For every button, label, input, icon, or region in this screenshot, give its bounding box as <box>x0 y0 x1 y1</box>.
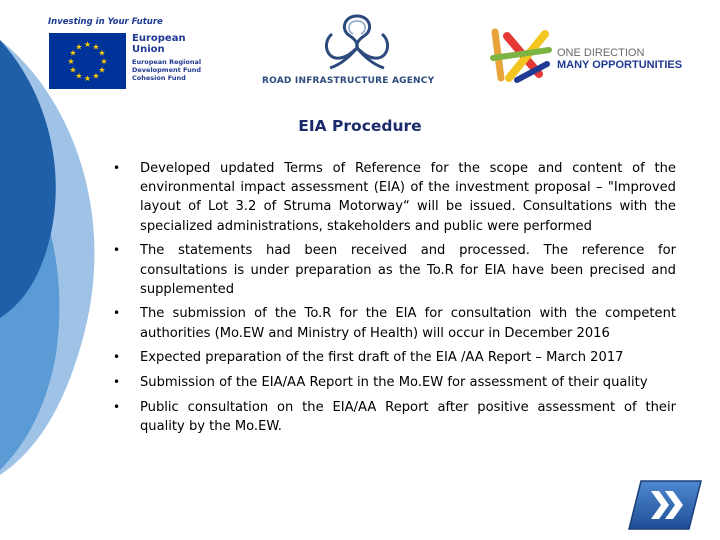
bullet-text: The statements had been received and processed. The reference for consultations is under preparation as the To.R for EIA have been precised and supplemented <box>140 243 676 297</box>
bullet-text: The submission of the To.R for the EIA for consultation with the competent authorities (Mo.EW and Ministry of Health) will occur in December 2016 <box>140 306 676 341</box>
bullet-item <box>113 373 676 392</box>
eu-text <box>132 33 201 82</box>
program-tagline-line1: ONE DIRECTION <box>557 47 645 59</box>
bullet-item <box>113 304 676 342</box>
one-direction-mark-icon <box>487 28 555 84</box>
program-tagline-line2: MANY OPPORTUNITIES <box>557 59 683 71</box>
svg-text:★: ★ <box>75 42 83 52</box>
slide-title: EIA Procedure <box>298 117 422 135</box>
svg-text:★: ★ <box>69 48 77 58</box>
agency-name: ROAD INFRASTRUCTURE AGENCY <box>262 76 435 86</box>
bullet-dot-icon: • <box>113 161 121 175</box>
bullet-dot-icon: • <box>113 243 121 258</box>
svg-text:★: ★ <box>75 71 83 81</box>
eu-fund <box>132 58 201 82</box>
svg-text:★: ★ <box>67 57 75 66</box>
next-slide-button[interactable] <box>627 479 703 531</box>
eu-fund-line1: European Regional <box>132 58 202 66</box>
eu-tagline: Investing in Your Future <box>48 17 163 27</box>
bullet-item <box>113 159 676 236</box>
eu-fund-line3: Cohesion Fund <box>132 74 186 82</box>
eu-title-line1: European <box>132 33 186 44</box>
bullet-item <box>113 398 676 436</box>
bullet-item <box>113 241 676 299</box>
eu-title-line2: Union <box>132 44 165 55</box>
bullet-text: Submission of the EIA/AA Report in the Mo.EW for assessment of their quality <box>140 375 648 391</box>
svg-text:★: ★ <box>98 48 106 58</box>
bullet-text: Public consultation on the EIA/AA Report after positive assessment of their quality by the Mo.EW. <box>140 399 676 434</box>
agency-emblem-icon <box>312 12 402 74</box>
bullet-dot-icon: • <box>113 306 121 321</box>
bullet-text: Developed updated Terms of Reference for the scope and content of the environmental impact assessment (EIA) of the investment proposal – "Improved layout of Lot 3.2 of Struma Motorway“ will be issued. Consultations with the specialized administrations, stakeholders and public were performed <box>140 161 676 234</box>
svg-text:★: ★ <box>92 42 100 52</box>
bullet-list <box>113 159 676 442</box>
svg-text:★: ★ <box>69 65 77 75</box>
bullet-dot-icon: • <box>113 399 121 414</box>
bullet-text: Expected preparation of the first draft of the EIA /AA Report – March 2017 <box>140 350 624 366</box>
bullet-dot-icon: • <box>113 350 121 365</box>
eu-flag-icon <box>49 33 126 89</box>
svg-text:★: ★ <box>100 57 108 66</box>
bullet-item <box>113 348 676 367</box>
svg-text:★: ★ <box>98 65 106 75</box>
svg-text:★: ★ <box>92 71 100 81</box>
svg-text:★: ★ <box>83 40 92 49</box>
svg-text:★: ★ <box>83 74 92 83</box>
eu-fund-line2: Development Fund <box>132 66 201 74</box>
bullet-dot-icon: • <box>113 375 121 390</box>
